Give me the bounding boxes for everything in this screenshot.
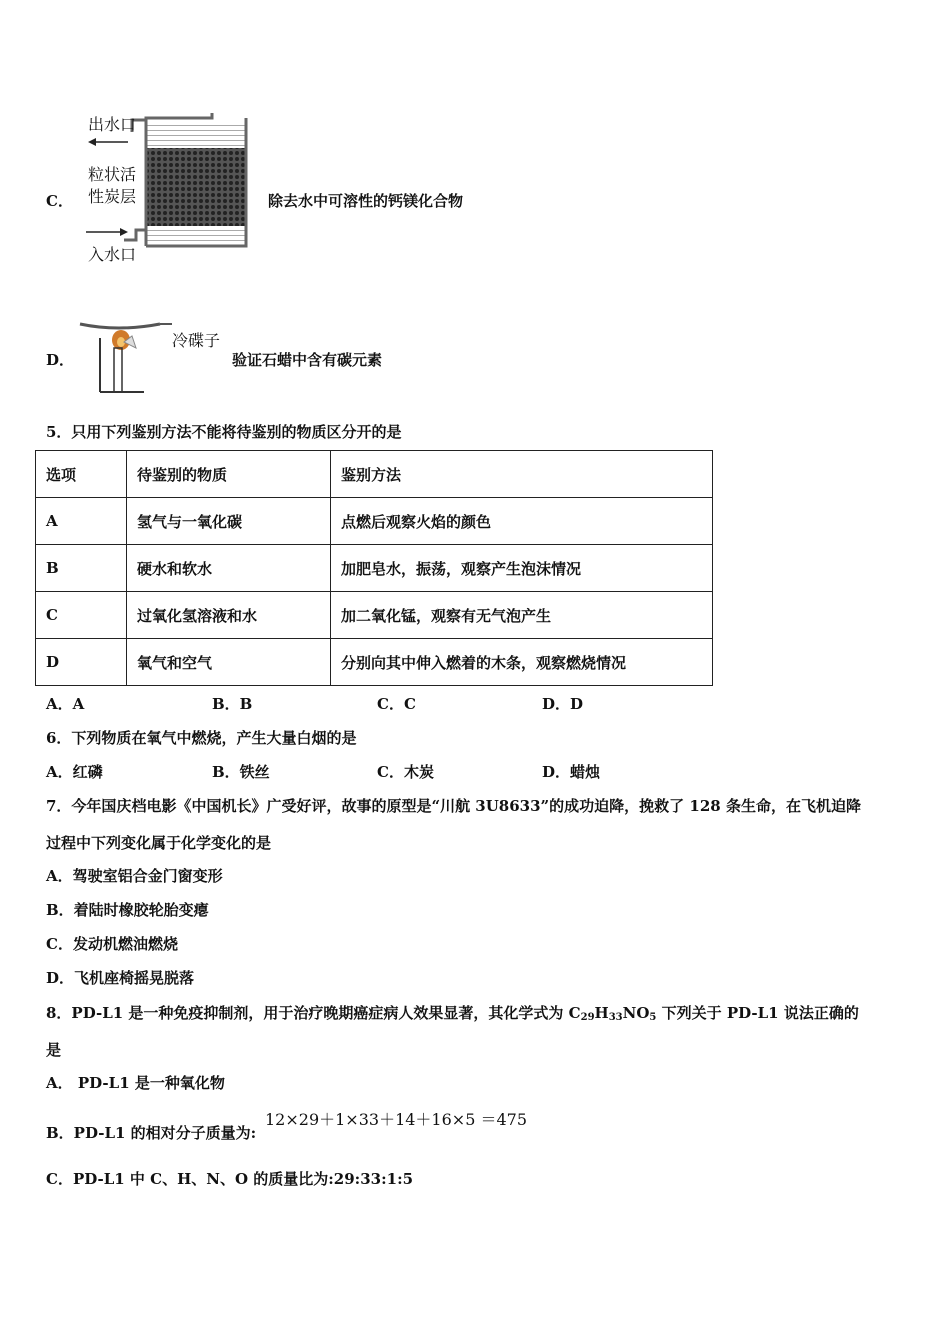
q6-option-b[interactable]: B．铁丝: [212, 763, 270, 781]
water-filter-diagram: [84, 108, 264, 268]
q8-sub-c: 29: [580, 1012, 595, 1023]
table-header-row: [36, 451, 713, 498]
q7-option-d[interactable]: D．飞机座椅摇晃脱落: [46, 969, 195, 987]
q6-option-d[interactable]: D．蜡烛: [542, 763, 601, 781]
table-cell: 氢气与一氧化碳: [127, 498, 331, 545]
fig-carbon-label-1: 粒状活: [88, 165, 137, 184]
table-cell: C: [36, 592, 127, 639]
table-cell: 过氧化氢溶液和水: [127, 592, 331, 639]
q6-option-a[interactable]: A．红磷: [46, 763, 103, 781]
table-header: 选项: [36, 451, 127, 498]
table-header: 鉴别方法: [331, 451, 713, 498]
q6-stem: 6．下列物质在氧气中燃烧，产生大量白烟的是: [46, 729, 357, 747]
q7-stem-line1: 7．今年国庆档电影《中国机长》广受好评，故事的原型是“川航 3U8633”的成功迫降，挽救了 128 条生命，在飞机迫降: [46, 797, 861, 815]
q7-stem-line2: 过程中下列变化属于化学变化的是: [46, 834, 272, 852]
q8-stem-post: 下列关于 PD-L1 说法正确的: [656, 1004, 859, 1022]
q5-option-a[interactable]: A．A: [46, 695, 85, 713]
table-cell: 分别向其中伸入燃着的木条，观察燃烧情况: [331, 639, 713, 686]
table-cell: B: [36, 545, 127, 592]
q6-option-c[interactable]: C．木炭: [377, 763, 434, 781]
table-cell: 氧气和空气: [127, 639, 331, 686]
table-header: 待鉴别的物质: [127, 451, 331, 498]
table-cell: 点燃后观察火焰的颜色: [331, 498, 713, 545]
table-cell: D: [36, 639, 127, 686]
q7-option-a[interactable]: A．驾驶室铝合金门窗变形: [46, 867, 223, 885]
q8-option-b-formula: 12×29＋1×33＋14＋16×5 ＝475: [265, 1110, 528, 1129]
fig-carbon-label-2: 性炭层: [88, 187, 137, 206]
table-cell: 加肥皂水，振荡，观察产生泡沫情况: [331, 545, 713, 592]
q8-stem: [46, 1002, 859, 1023]
table-row: [36, 592, 713, 639]
table-cell: 硬水和软水: [127, 545, 331, 592]
q8-option-c[interactable]: C．PD-L1 中 C、H、N、O 的质量比为:29:33:1:5: [46, 1170, 414, 1188]
q5-stem: 5．只用下列鉴别方法不能将待鉴别的物质区分开的是: [46, 423, 402, 441]
q5-option-b[interactable]: B．B: [212, 695, 253, 713]
q5-option-d[interactable]: D．D: [542, 695, 584, 713]
candle-plate-diagram: [74, 318, 234, 398]
q8-sub-o: 5: [649, 1012, 657, 1023]
item-d-letter: D．: [46, 351, 75, 369]
item-d-text: 验证石蜡中含有碳元素: [232, 351, 383, 369]
table-row: [36, 498, 713, 545]
item-c-text: 除去水中可溶性的钙镁化合物: [268, 192, 464, 210]
q5-option-c[interactable]: C．C: [377, 695, 416, 713]
table-cell: A: [36, 498, 127, 545]
fig-outlet-label: 出水口: [88, 115, 137, 134]
q8-h: H: [594, 1004, 609, 1022]
q8-stem-line2: 是: [46, 1041, 62, 1059]
table-row: [36, 639, 713, 686]
q8-sub-h: 33: [608, 1012, 623, 1023]
item-c-letter: C．: [46, 192, 73, 210]
q7-option-c[interactable]: C．发动机燃油燃烧: [46, 935, 178, 953]
table-cell: 加二氧化锰，观察有无气泡产生: [331, 592, 713, 639]
q8-option-a[interactable]: A． PD-L1 是一种氧化物: [46, 1074, 225, 1092]
q8-stem-pre: 8．PD-L1 是一种免疫抑制剂，用于治疗晚期癌症病人效果显著，其化学式为 C: [46, 1004, 581, 1022]
q8-option-b[interactable]: B．PD-L1 的相对分子质量为:: [46, 1124, 257, 1142]
q8-no: NO: [622, 1004, 650, 1022]
q7-option-b[interactable]: B．着陆时橡胶轮胎变瘪: [46, 901, 209, 919]
q5-table: [35, 450, 713, 686]
table-row: [36, 545, 713, 592]
fig-inlet-label: 入水口: [88, 245, 137, 264]
fig-cold-plate-label: 冷碟子: [172, 331, 221, 350]
